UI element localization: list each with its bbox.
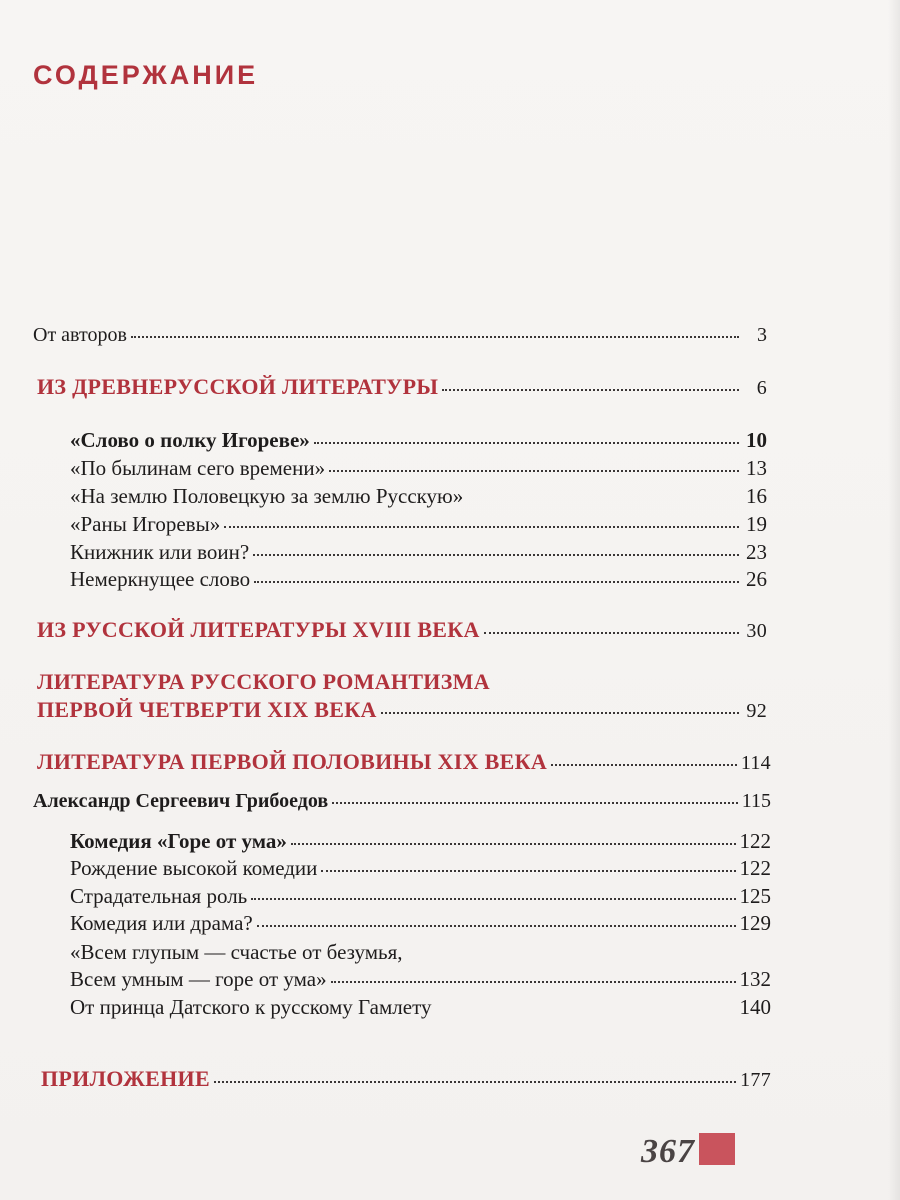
toc-entry-knizhnik[interactable] bbox=[70, 540, 767, 565]
section-title-line1: ЛИТЕРАТУРА РУССКОГО РОМАНТИЗМА bbox=[37, 669, 490, 694]
entry-title: Рождение высокой комедии bbox=[70, 856, 318, 880]
page-title: СОДЕРЖАНИЕ bbox=[33, 60, 259, 90]
entry-title: Комедия или драма? bbox=[70, 911, 253, 935]
toc-entry-byliny[interactable] bbox=[70, 456, 767, 481]
entry-title: «Слово о полку Игореве» bbox=[70, 428, 310, 452]
leader-dots bbox=[214, 1080, 736, 1083]
entry-page: 92 bbox=[746, 700, 767, 722]
entry-page: 125 bbox=[739, 884, 771, 908]
leader-dots bbox=[251, 897, 735, 900]
leader-dots bbox=[321, 869, 735, 872]
toc-entry-vsem-glupym[interactable] bbox=[70, 967, 771, 992]
section-title: ИЗ ДРЕВНЕРУССКОЙ ЛИТЕРАТУРЫ bbox=[37, 374, 439, 399]
entry-page: 23 bbox=[746, 540, 767, 564]
leader-dots bbox=[291, 842, 736, 845]
entry-page: 177 bbox=[740, 1069, 771, 1091]
toc-section-romanticism[interactable] bbox=[37, 697, 767, 723]
entry-title: От авторов bbox=[33, 324, 127, 346]
leader-dots bbox=[467, 497, 739, 500]
toc-entry-na-zemlyu[interactable] bbox=[70, 484, 767, 509]
leader-dots bbox=[224, 525, 739, 528]
entry-page: 26 bbox=[746, 567, 767, 591]
entry-page: 13 bbox=[746, 456, 767, 480]
entry-page: 3 bbox=[757, 324, 767, 346]
page-number: 367 bbox=[641, 1133, 695, 1170]
entry-page: 122 bbox=[739, 829, 771, 853]
toc-entry-slovo[interactable] bbox=[70, 428, 767, 453]
toc-section-old-russian[interactable] bbox=[37, 374, 767, 400]
entry-title: От принца Датского к русскому Гамлету bbox=[70, 995, 432, 1019]
entry-page: 114 bbox=[740, 752, 771, 774]
entry-title: Страдательная роль bbox=[70, 884, 248, 908]
entry-page: 129 bbox=[739, 911, 771, 935]
entry-page: 30 bbox=[746, 620, 767, 642]
entry-page: 19 bbox=[746, 512, 767, 536]
entry-page: 115 bbox=[741, 790, 771, 812]
toc-entry-rozhdenie[interactable] bbox=[70, 856, 771, 881]
toc-entry-komediya-drama[interactable] bbox=[70, 911, 771, 936]
entry-title-line1: «Всем глупым — счастье от безумья, bbox=[70, 940, 403, 964]
leader-dots bbox=[442, 388, 739, 391]
leader-dots bbox=[131, 335, 739, 338]
leader-dots bbox=[332, 801, 738, 804]
entry-page: 6 bbox=[756, 377, 767, 399]
leader-dots bbox=[253, 553, 739, 556]
page-marker bbox=[699, 1133, 735, 1165]
entry-title-line2: Всем умным — горе от ума» bbox=[70, 967, 327, 991]
entry-page: 122 bbox=[739, 856, 771, 880]
entry-page: 10 bbox=[746, 428, 767, 452]
section-title: ПРИЛОЖЕНИЕ bbox=[41, 1066, 210, 1091]
author-name: Александр Сергеевич Грибоедов bbox=[33, 790, 329, 812]
entry-title: Комедия «Горе от ума» bbox=[70, 829, 287, 853]
toc-section-appendix[interactable] bbox=[41, 1066, 771, 1092]
leader-dots bbox=[331, 980, 736, 983]
section-title: ЛИТЕРАТУРА ПЕРВОЙ ПОЛОВИНЫ XIX ВЕКА bbox=[37, 749, 548, 774]
leader-dots bbox=[381, 711, 739, 714]
leader-dots bbox=[551, 763, 737, 766]
entry-page: 132 bbox=[739, 967, 771, 991]
leader-dots bbox=[435, 1008, 735, 1011]
toc-section-xviii[interactable] bbox=[37, 617, 767, 643]
section-title-line2: ПЕРВОЙ ЧЕТВЕРТИ XIX ВЕКА bbox=[37, 697, 377, 722]
toc-entry-from-authors[interactable] bbox=[33, 324, 767, 347]
entry-page: 140 bbox=[739, 995, 771, 1019]
entry-title: «По былинам сего времени» bbox=[70, 456, 326, 480]
entry-title: «На землю Половецкую за землю Русскую» bbox=[70, 484, 464, 508]
entry-title: Книжник или воин? bbox=[70, 540, 250, 564]
leader-dots bbox=[484, 631, 739, 634]
leader-dots bbox=[254, 580, 739, 583]
entry-title: «Раны Игоревы» bbox=[70, 512, 221, 536]
toc-entry-nemerknushchee[interactable] bbox=[70, 567, 767, 592]
toc-section-first-half-xix[interactable] bbox=[37, 749, 771, 775]
entry-page: 16 bbox=[746, 484, 767, 508]
entry-title: Немеркнущее слово bbox=[70, 567, 251, 591]
toc-entry-gore-ot-uma[interactable] bbox=[70, 829, 771, 854]
leader-dots bbox=[329, 469, 739, 472]
leader-dots bbox=[257, 924, 736, 927]
section-title: ИЗ РУССКОЙ ЛИТЕРАТУРЫ XVIII ВЕКА bbox=[37, 617, 480, 642]
toc-entry-stradatelnaya[interactable] bbox=[70, 884, 771, 909]
leader-dots bbox=[314, 441, 739, 444]
toc-entry-rany[interactable] bbox=[70, 512, 767, 537]
toc-entry-prints-datskogo[interactable] bbox=[70, 995, 771, 1020]
toc-entry-griboedov[interactable] bbox=[33, 790, 771, 813]
